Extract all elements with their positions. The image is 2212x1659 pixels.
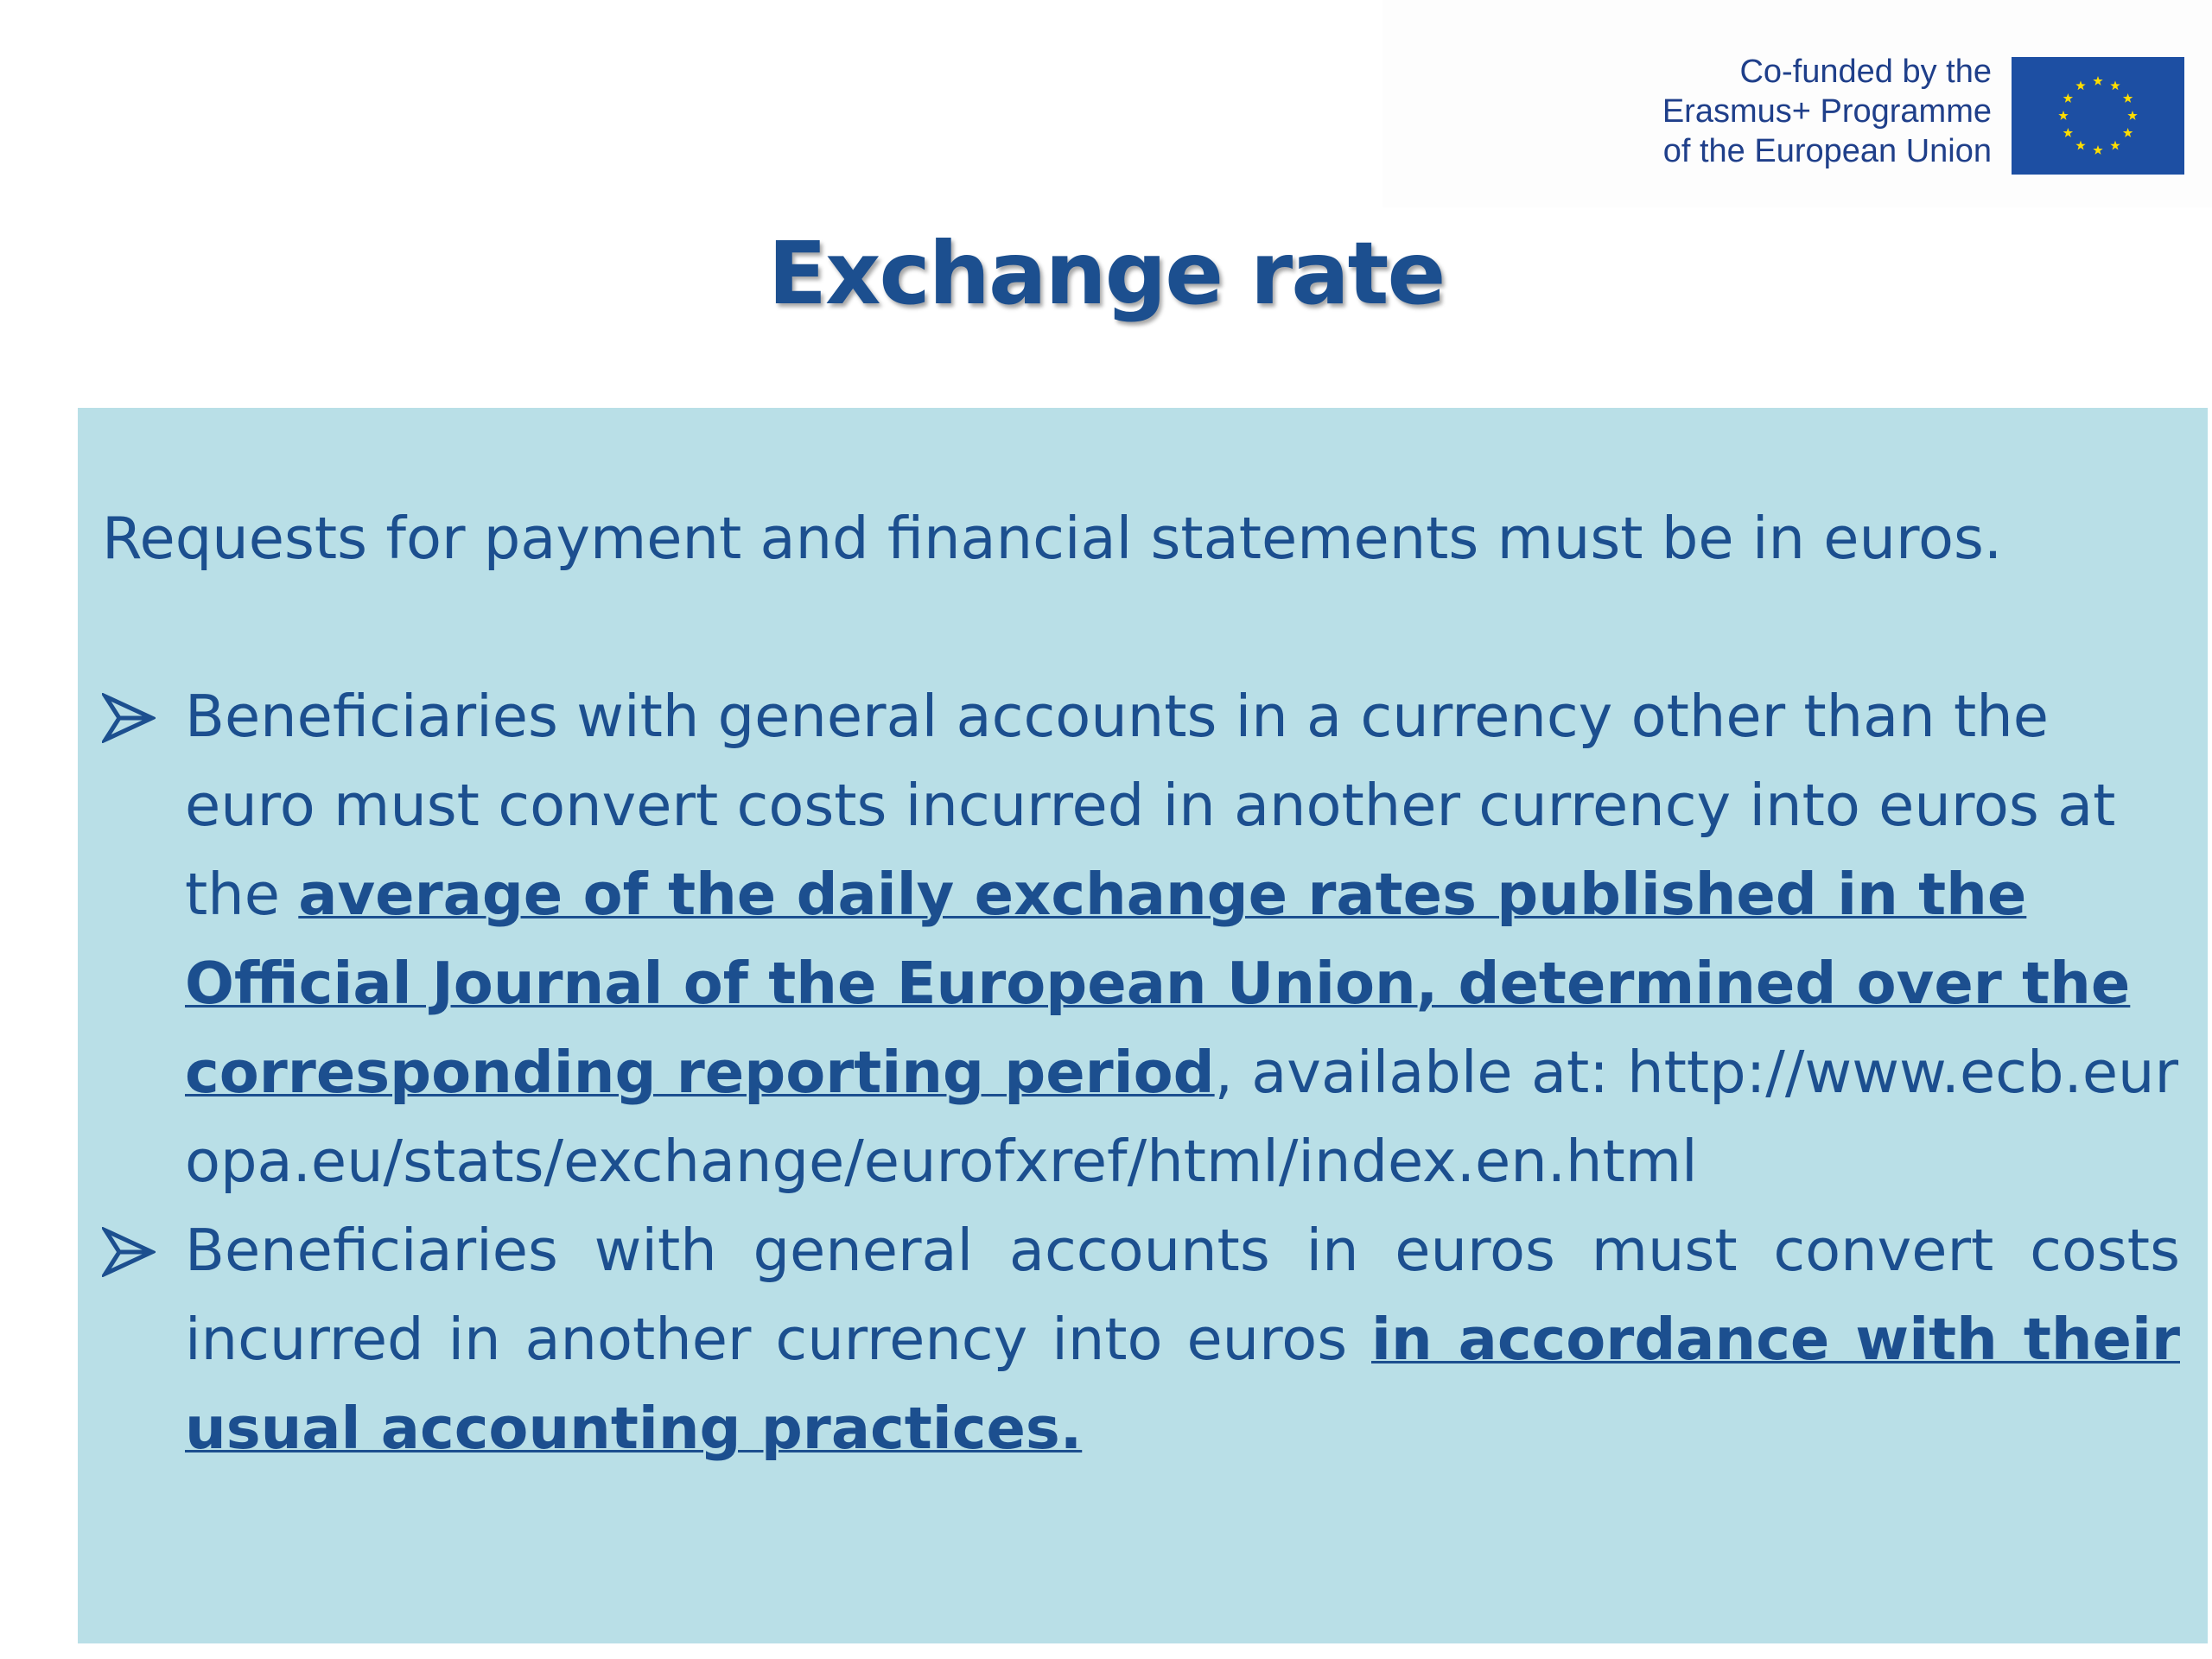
arrow-bullet-icon [102, 1227, 156, 1277]
logo-line-2: Erasmus+ Programme [1662, 93, 1992, 130]
bullet-1-emphasis: average of the daily exchange rates published in the Official Journal of the European Union, determined over the corresponding reporting period [185, 861, 2131, 1106]
ecb-link[interactable]: http://www.ecb.europa.eu/stats/exchange/eurofxref/html/index.en.html [185, 1039, 2179, 1195]
erasmus-logo [1382, 0, 2212, 207]
arrow-bullet-icon [102, 693, 156, 743]
slide-body [102, 494, 2180, 1473]
bullet-2-emphasis: in accordance with their usual accounting practices. [185, 1306, 2180, 1462]
bullet-1-text-after: , available at: [1214, 1039, 1628, 1106]
bullet-item-1 [102, 672, 2180, 1206]
eu-flag-icon [2012, 57, 2184, 175]
bullet-2-text: Beneficiaries with general accounts in euros must convert costs incurred in another currency into euros [185, 1217, 2180, 1373]
content-panel [78, 408, 2208, 1643]
logo-line-1: Co-funded by the [1739, 54, 1992, 90]
intro-text: Requests for payment and financial statements must be in euros. [102, 505, 2003, 572]
slide-title: Exchange rate [767, 223, 1445, 324]
logo-line-3: of the European Union [1662, 133, 1992, 169]
bullet-1-text: Beneficiaries with general accounts in a currency other than the euro must convert costs incurred in another currency into euros at the [185, 683, 2116, 928]
logo-caption [1662, 52, 1992, 171]
bullet-item-2 [102, 1206, 2180, 1473]
